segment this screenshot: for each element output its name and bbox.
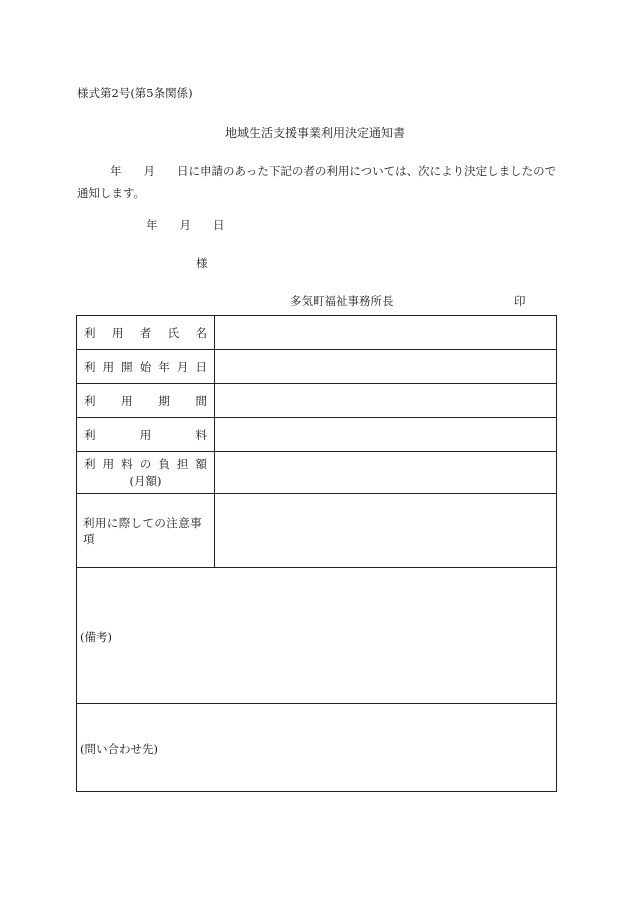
label-char: 料 (121, 457, 133, 471)
label-char: 利 (84, 325, 96, 340)
label-char: 負 (158, 457, 170, 471)
label-char: 名 (195, 325, 207, 340)
contact-title: (問い合わせ先) (80, 742, 158, 756)
label-char: 担 (176, 457, 189, 471)
addressee-suffix: 様 (196, 256, 208, 270)
notice-body (77, 160, 557, 204)
row-fee (77, 418, 557, 452)
label-char: 利 (84, 359, 96, 374)
remarks-box[interactable] (77, 568, 557, 704)
label-char: の (139, 457, 152, 471)
label-char: 用 (111, 325, 124, 340)
label-burden-sub: (月額) (129, 474, 162, 488)
issue-day: 日 (213, 218, 225, 232)
decision-table (76, 315, 557, 792)
label-start-date (77, 350, 215, 384)
row-notes (77, 494, 557, 568)
label-burden (77, 452, 215, 494)
label-period (77, 384, 215, 418)
field-user-name[interactable] (215, 316, 557, 350)
label-char: 開 (121, 359, 133, 374)
label-char: 用 (139, 427, 152, 442)
label-text (77, 393, 214, 409)
label-char: 利 (84, 457, 96, 471)
field-fee[interactable] (215, 418, 557, 452)
field-start-date[interactable] (215, 350, 557, 384)
field-burden[interactable] (215, 452, 557, 494)
body-month: 月 (143, 164, 155, 178)
contact-box[interactable] (77, 704, 557, 792)
label-char: 者 (139, 325, 152, 340)
issue-month: 月 (179, 218, 191, 232)
label-char: 年 (158, 359, 170, 374)
label-notes (77, 494, 215, 568)
label-char: 用 (102, 457, 115, 471)
label-char: 期 (158, 393, 170, 408)
label-text: 利用に際しての注意事項 (83, 515, 202, 546)
sender-name: 多気町福祉事務所長 (290, 294, 394, 308)
label-char: 利 (84, 393, 96, 408)
label-char: 利 (84, 427, 96, 442)
label-text (77, 325, 214, 341)
row-period (77, 384, 557, 418)
row-user-name (77, 316, 557, 350)
label-text (77, 456, 214, 472)
remarks-title: (備考) (80, 630, 112, 644)
label-text (77, 427, 214, 443)
seal-mark: 印 (514, 294, 526, 308)
label-char: 日 (195, 359, 207, 374)
issue-date (146, 217, 225, 233)
field-notes[interactable] (215, 494, 557, 568)
issue-year: 年 (146, 218, 158, 232)
body-day-text: 日に申請のあった下記の者の利用については、次により決定しましたので通知します。 (77, 164, 557, 200)
label-char: 用 (102, 359, 115, 374)
body-year: 年 (110, 164, 122, 178)
field-period[interactable] (215, 384, 557, 418)
label-text (77, 359, 214, 375)
row-remarks (77, 568, 557, 704)
row-contact (77, 704, 557, 792)
row-start-date (77, 350, 557, 384)
label-user-name (77, 316, 215, 350)
label-char: 月 (176, 359, 189, 374)
label-char: 用 (121, 393, 133, 408)
label-char: 間 (195, 393, 207, 408)
row-burden (77, 452, 557, 494)
document-title: 地域生活支援事業利用決定通知書 (224, 126, 405, 140)
label-char: 額 (195, 457, 207, 471)
label-char: 氏 (167, 325, 180, 340)
label-fee (77, 418, 215, 452)
label-char: 始 (139, 359, 152, 374)
label-char: 料 (195, 427, 207, 442)
form-number: 様式第2号(第5条関係) (77, 86, 193, 100)
